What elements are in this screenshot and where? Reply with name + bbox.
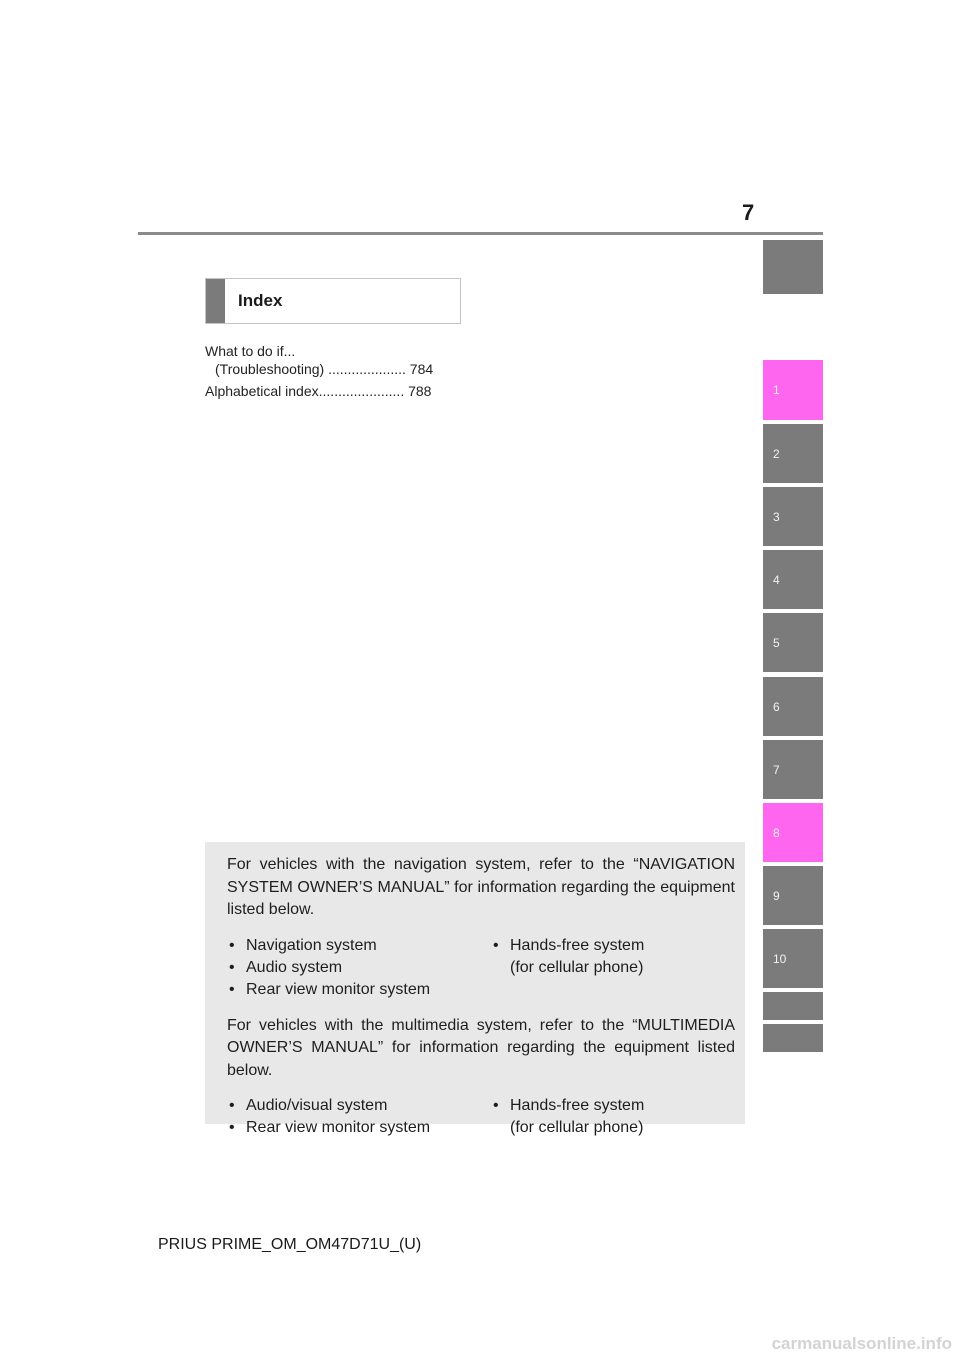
tab-blank-bottom-2[interactable] — [763, 1024, 823, 1052]
page-number: 7 — [742, 200, 755, 225]
tab-6[interactable] — [763, 677, 823, 736]
tab-3[interactable] — [763, 487, 823, 546]
tab-4[interactable] — [763, 550, 823, 609]
tab-7-label: 7 — [773, 762, 780, 777]
list-item: • Hands-free system — [493, 1097, 645, 1114]
tab-7[interactable] — [763, 740, 823, 799]
tab-2[interactable] — [763, 424, 823, 483]
list-item: • Audio system — [229, 958, 343, 976]
tab-6-label: 6 — [773, 699, 780, 714]
toc-entry-label: What to do if... — [205, 343, 296, 359]
tab-10-label: 10 — [773, 951, 787, 966]
info-box — [205, 842, 745, 1136]
tab-8-label: 8 — [773, 825, 780, 840]
toc-entry-page: (Troubleshooting) .................... 784 — [215, 361, 434, 377]
multimedia-note: For vehicles with the multimedia system, refer to the “MULTIMEDIA OWNER’S MANUAL” for information regarding the equipment listed below. — [227, 1016, 735, 1079]
tab-9[interactable] — [763, 866, 823, 925]
section-title: Index — [238, 291, 283, 310]
list-item: • Rear view monitor system — [229, 980, 431, 998]
tab-1-label: 1 — [773, 383, 780, 397]
tab-2-label: 2 — [773, 446, 780, 461]
list-item: • Audio/visual system — [229, 1097, 388, 1114]
section-header — [205, 278, 461, 324]
list-item: • Navigation system — [229, 936, 377, 954]
toc-entry-troubleshooting[interactable] — [205, 342, 433, 378]
toc-entry-label: Alphabetical index...................... 788 — [205, 383, 432, 399]
section-header-bar — [206, 279, 225, 323]
tab-10[interactable] — [763, 929, 823, 988]
navigation-note: For vehicles with the navigation system, refer to the “NAVIGATION SYSTEM OWNER’S MANUAL” for information regarding the equipment listed below. — [227, 856, 735, 918]
list-item: • Hands-free system — [493, 936, 645, 954]
navigation-equipment-list — [227, 935, 735, 1001]
tab-3-label: 3 — [773, 509, 780, 524]
list-item-continued: (for cellular phone) — [510, 1119, 644, 1136]
list-item: • Rear view monitor system — [229, 1119, 431, 1136]
tab-8[interactable] — [763, 803, 823, 862]
tab-9-label: 9 — [773, 888, 780, 903]
multimedia-equipment-list — [227, 1095, 735, 1139]
footer-manual-id: PRIUS PRIME_OM_OM47D71U_(U) — [158, 1236, 422, 1253]
tab-4-label: 4 — [773, 572, 780, 587]
tab-blank-bottom-1[interactable] — [763, 992, 823, 1020]
toc-entry-alphabetical-index[interactable] — [205, 382, 431, 400]
watermark: carmanualsonline.info — [771, 1334, 952, 1353]
tab-blank-top[interactable] — [763, 240, 823, 294]
tab-5-label: 5 — [773, 635, 780, 650]
header-rule — [138, 232, 823, 235]
list-item-continued: (for cellular phone) — [510, 958, 644, 976]
tab-1[interactable] — [763, 360, 823, 420]
tab-5[interactable] — [763, 613, 823, 672]
